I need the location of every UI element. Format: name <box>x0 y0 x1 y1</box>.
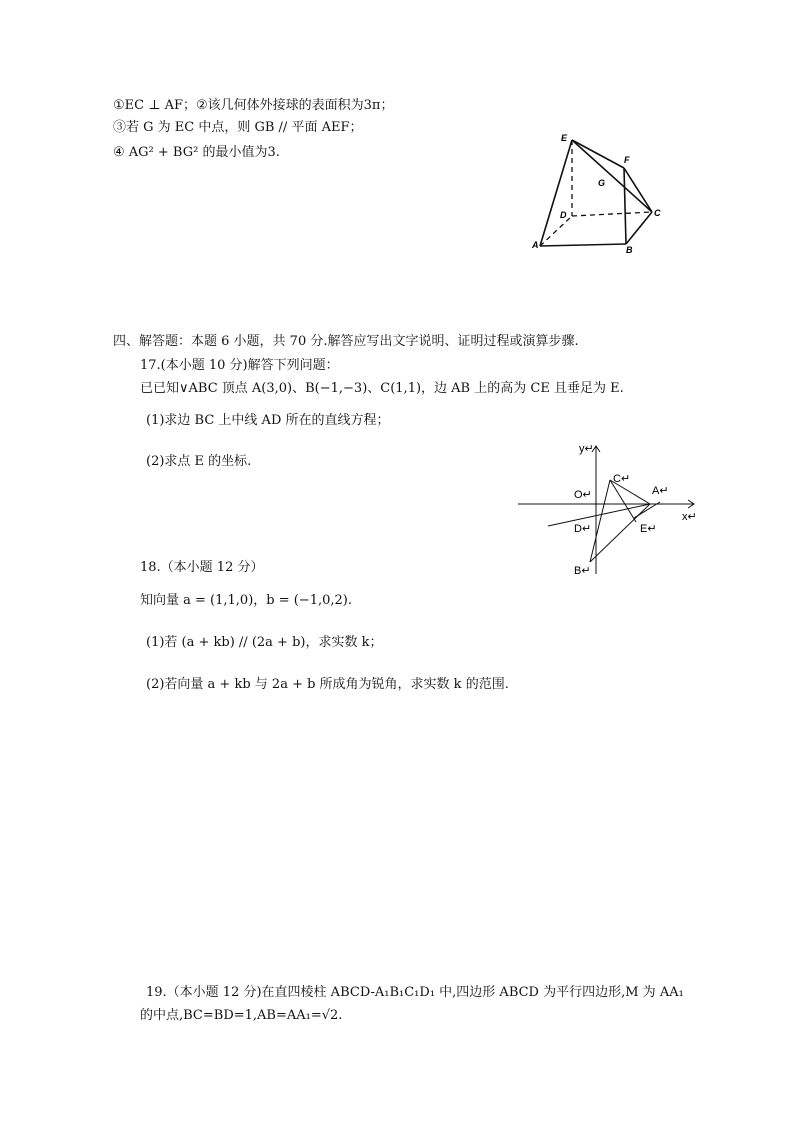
point-label-b: B↵ <box>574 565 591 577</box>
x-axis-label: x↵ <box>682 511 697 523</box>
q19-line2: 的中点,BC=BD=1,AB=AA₁=√2. <box>140 1008 343 1023</box>
q19-line1: 19.（本小题 12 分)在直四棱柱 ABCD-A₁B₁C₁D₁ 中,四边形 ABCD 为平行四边形,M 为 AA₁ <box>146 985 684 1000</box>
q18-part1: (1)若 (a + kb) // (2a + b)，求实数 k； <box>146 635 383 650</box>
coordinate-figure <box>514 438 699 578</box>
y-axis-label: y↵ <box>579 443 594 455</box>
statement-4: ④ AG² + BG² 的最小值为3. <box>113 145 280 160</box>
q17-part2: (2)求点 E 的坐标. <box>146 454 252 469</box>
origin-label: O↵ <box>574 489 592 501</box>
section-heading: 四、解答题：本题 6 小题，共 70 分.解答应写出文字说明、证明过程或演算步骤. <box>113 334 579 349</box>
point-label-c: C↵ <box>613 473 631 485</box>
point-label-a: A↵ <box>652 485 669 497</box>
vertex-label-b: B <box>626 245 633 255</box>
q18-part2: (2)若向量 a + kb 与 2a + b 所成角为锐角，求实数 k 的范围. <box>146 677 509 692</box>
vertex-label-c: C <box>654 208 661 218</box>
q18-given: 知向量 a = (1,1,0)，b = (−1,0,2). <box>140 593 352 608</box>
vertex-label-d: D <box>560 210 567 220</box>
vertex-label-e: E <box>561 133 568 143</box>
point-label-e: E↵ <box>640 523 657 535</box>
vertex-label-a: A <box>532 240 539 250</box>
vertex-label-g: G <box>598 178 606 188</box>
q17-given: 已已知∨ABC 顶点 A(3,0)、B(−1,−3)、C(1,1)，边 AB 上的高为 CE 且垂足为 E. <box>140 381 624 396</box>
q18-heading: 18.（本小题 12 分） <box>140 560 264 575</box>
q17-part1: (1)求边 BC 上中线 AD 所在的直线方程； <box>146 413 390 428</box>
statement-1-2: ①EC ⊥ AF；②该几何体外接球的表面积为3π； <box>113 98 394 113</box>
q17-heading: 17.(本小题 10 分)解答下列问题： <box>140 358 339 373</box>
point-label-d: D↵ <box>574 523 592 535</box>
solid-figure <box>528 128 673 258</box>
statement-3: ③若 G 为 EC 中点，则 GB // 平面 AEF； <box>113 120 363 135</box>
vertex-label-f: F <box>624 155 630 165</box>
